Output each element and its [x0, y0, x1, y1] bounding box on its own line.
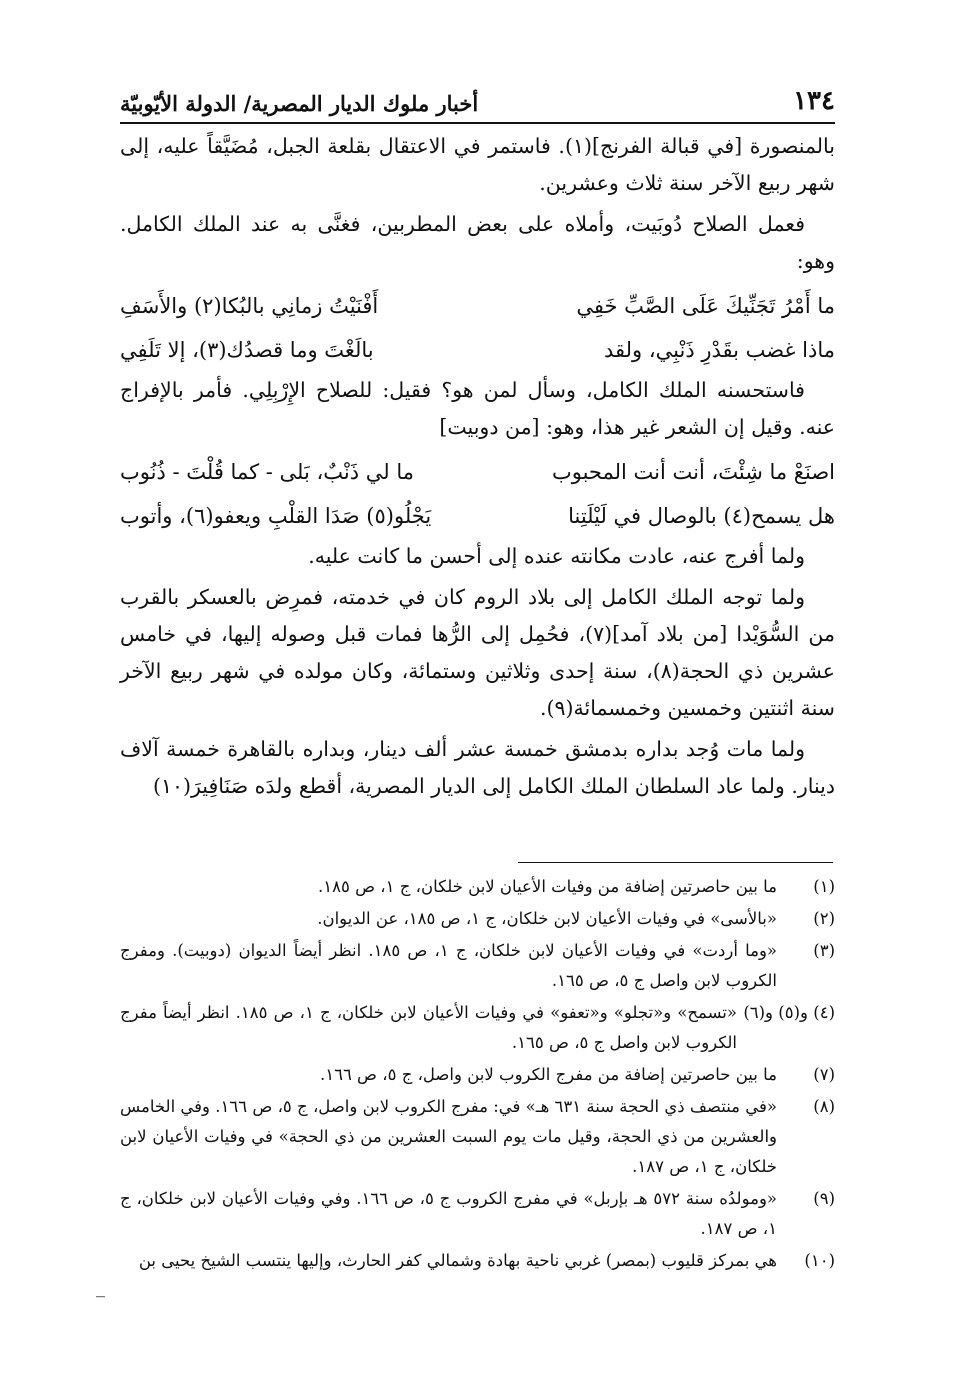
footnote-number: (١٠): [804, 1251, 835, 1270]
footnote: [120, 1092, 835, 1182]
hemistich: ماذا غضب بقَدْرِ ذَنْبِي، ولقد: [604, 338, 835, 362]
paragraph-2: فعمل الصلاح دُوبَيت، وأملاه على بعض المطربين، فغنَّى به عند الملك الكامل. وهو:: [120, 212, 835, 273]
footnote-text: «في منتصف ذي الحجة سنة ٦٣١ هـ» في: مفرج الكروب لابن واصل، ج ٥، ص ١٦٦. وفي الخامس والعشرين من ذي الحجة، وقيل مات يوم السبت العشرين من ذي الحجة» في وفيات الأعيان لابن خلكان، ج ١، ص ١٨٧.: [120, 1097, 778, 1176]
footnote-text: ما بين حاصرتين إضافة من وفيات الأعيان لابن خلكان، ج ١، ص ١٨٥.: [318, 877, 777, 896]
footnote-number: (٨): [813, 1097, 835, 1116]
footnote-number: (٣): [813, 941, 835, 960]
continuation-mark: _: [96, 1277, 105, 1298]
page-number: ١٣٤: [793, 86, 835, 116]
footnote-rule: [518, 862, 833, 863]
footnote-text: «تسمح» و«تجلو» و«تعفو» في وفيات الأعيان لابن خلكان، ج ١، ص ١٨٥. انظر أيضاً مفرج الكروب لابن واصل ج ٥، ص ١٦٥.: [120, 1003, 737, 1052]
footnote-text: هي بمركز قليوب (بمصر) غربي ناحية بهادة وشمالي كفر الحارث، وإليها ينتسب الشيخ يحيى بن: [138, 1251, 777, 1270]
hemistich: اصنَعْ ما شِئْتَ، أنت أنت المحبوب: [551, 460, 835, 484]
verse-1-line-1: [120, 284, 835, 328]
hemistich: ما أَمْرُ تَجَنِّيكَ عَلَى الصَّبِّ خَفِي: [576, 294, 835, 318]
footnotes: [120, 872, 835, 1278]
footnote: [120, 872, 835, 902]
hemistich: هل يسمح(٤) بالوصال في لَيْلَتِنا: [568, 504, 835, 528]
paragraph-4: ولما أفرج عنه، عادت مكانته عنده إلى أحسن ما كانت عليه.: [308, 544, 805, 568]
page-header: [120, 76, 835, 124]
footnote-number: (٩): [813, 1189, 835, 1208]
running-title: أخبار ملوك الديار المصرية/ الدولة الأيّوبيّة: [120, 91, 479, 116]
verse-2-line-1: [120, 450, 835, 494]
paragraph-5: ولما توجه الملك الكامل إلى بلاد الروم كان في خدمته، فمرِض بالعسكر بالقرب من السُّوَيْدا [من بلاد آمد](٧)، فحُمِل إلى الرُّها فمات قبل وصوله إليها، في خامس عشرين ذي الحجة(٨)، سنة إحدى وثلاثين وستمائة، وكان مولده في شهر ربيع الآخر سنة اثنتين وخمسين وخمسمائة(٩).: [120, 585, 835, 720]
footnote-text: «ومولدُه سنة ٥٧٢ هـ بإربل» في مفرج الكروب ج ٥، ص ١٦٦. وفي وفيات الأعيان لابن خلكان، ج ١، ص ١٨٧.: [120, 1189, 778, 1238]
hemistich: يَجْلُو(٥) صَدَا القلْبِ ويعفو(٦)، وأتوب: [120, 504, 432, 528]
footnote-number: (٧): [813, 1065, 835, 1084]
paragraph-3: فاستحسنه الملك الكامل، وسأل لمن هو؟ فقيل: للصلاح الإِرْبِلِي. فأمر بالإفراج عنه. وقيل إن الشعر غير هذا، وهو: [من دوبيت]: [120, 378, 835, 439]
footnote: [120, 1184, 835, 1244]
hemistich: بالَغْتَ وما قصدُك(٣)، إلا تَلَفِي: [120, 338, 374, 362]
footnote: [120, 998, 835, 1058]
paragraph-6: ولما مات وُجد بداره بدمشق خمسة عشر ألف دينار، وبداره بالقاهرة خمسة آلاف دينار. ولما عاد السلطان الملك الكامل إلى الديار المصرية، أقطع ولدَه صَنَافِيرَ(١٠): [120, 737, 835, 798]
footnote-text: «وما أردت» في وفيات الأعيان لابن خلكان، ج ١، ص ١٨٥. انظر أيضاً الديوان (دوبيت). ومفرج الكروب لابن واصل ج ٥، ص ١٦٥.: [120, 941, 778, 990]
hemistich: ما لي ذَنْبٌ، بَلى - كما قُلْتَ - ذُنُوب: [120, 460, 414, 484]
hemistich: أَفْنَيْتُ زمانِي بالبُكا(٢) والأَسَفِ: [120, 294, 379, 318]
verse-1-line-2: [120, 328, 835, 372]
paragraph-1: بالمنصورة [في قبالة الفرنج](١). فاستمر في الاعتقال بقلعة الجبل، مُضَيَّقاً عليه، إلى شهر ربيع الآخر سنة ثلاث وعشرين.: [120, 134, 835, 195]
footnote: [120, 936, 835, 996]
verse-2-line-2: [120, 494, 835, 538]
footnote-number: (٢): [813, 909, 835, 928]
footnote: [120, 904, 835, 934]
footnote-text: «بالأسى» في وفيات الأعيان لابن خلكان، ج ١، ص ١٨٥، عن الديوان.: [317, 909, 777, 928]
footnote-number: (١): [813, 877, 835, 896]
body-text: [120, 128, 835, 809]
footnote: [120, 1060, 835, 1090]
footnote-number: (٤) و(٥) و(٦): [743, 1003, 835, 1022]
footnote-text: ما بين حاصرتين إضافة من مفرج الكروب لابن واصل، ج ٥، ص ١٦٦.: [319, 1065, 777, 1084]
footnote: [120, 1246, 835, 1276]
